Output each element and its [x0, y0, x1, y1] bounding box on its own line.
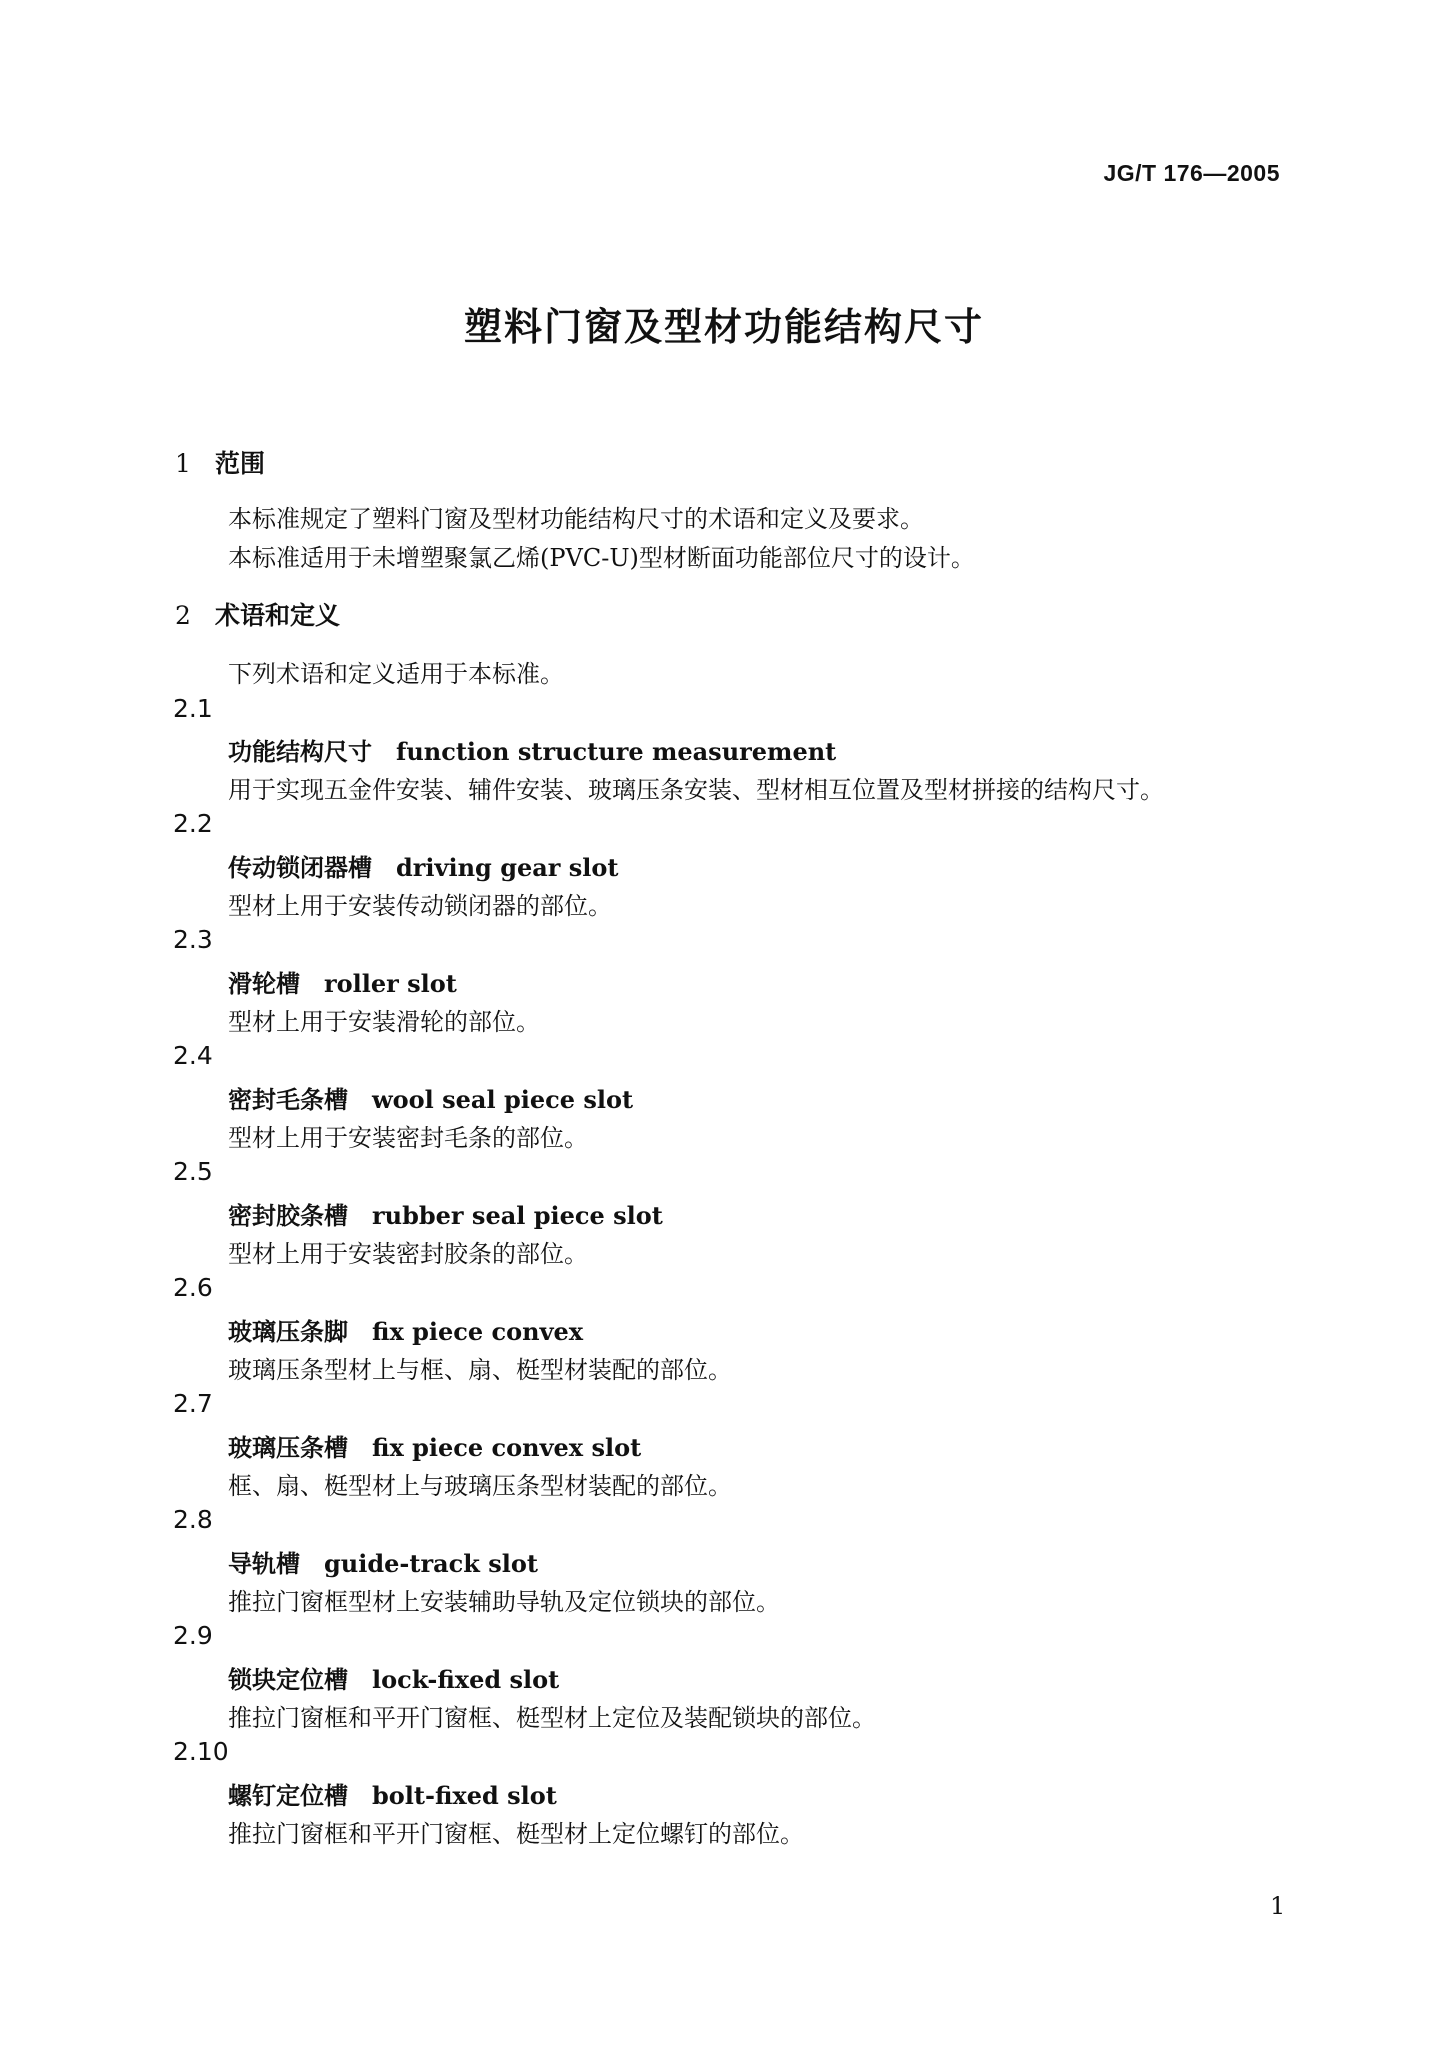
term-chinese: 玻璃压条槽	[228, 1434, 348, 1462]
term-definition: 推拉门窗框和平开门窗框、梃型材上定位螺钉的部位。	[228, 1820, 804, 1848]
clause-number: 2.10	[173, 1737, 229, 1766]
clause-number: 2.9	[173, 1621, 213, 1650]
section-title: 术语和定义	[215, 601, 341, 630]
term-english: guide-track slot	[324, 1549, 538, 1578]
term-title	[228, 1544, 538, 1579]
section-number: 1	[175, 449, 191, 478]
term-definition: 推拉门窗框型材上安装辅助导轨及定位锁块的部位。	[228, 1588, 780, 1616]
term-definition: 用于实现五金件安装、辅件安装、玻璃压条安装、型材相互位置及型材拼接的结构尺寸。	[228, 776, 1164, 804]
term-definition: 型材上用于安装传动锁闭器的部位。	[228, 892, 612, 920]
term-title	[228, 732, 836, 767]
term-chinese: 玻璃压条脚	[228, 1318, 348, 1346]
term-english: roller slot	[324, 969, 457, 998]
page-number: 1	[1270, 1892, 1286, 1920]
section-number: 2	[175, 601, 191, 630]
term-english: driving gear slot	[396, 853, 619, 882]
section-2-heading	[175, 596, 340, 632]
term-english: rubber seal piece slot	[372, 1201, 663, 1230]
term-chinese: 密封毛条槽	[228, 1086, 348, 1114]
term-chinese: 螺钉定位槽	[228, 1782, 348, 1810]
term-title	[228, 1312, 583, 1347]
term-definition: 推拉门窗框和平开门窗框、梃型材上定位及装配锁块的部位。	[228, 1704, 876, 1732]
document-title: 塑料门窗及型材功能结构尺寸	[463, 305, 984, 349]
clause-number: 2.3	[173, 925, 213, 954]
term-english: lock-fixed slot	[372, 1665, 560, 1694]
term-english: bolt-fixed slot	[372, 1781, 557, 1810]
clause-number: 2.7	[173, 1389, 213, 1418]
section-title: 范围	[215, 449, 266, 478]
term-definition: 型材上用于安装滑轮的部位。	[228, 1008, 540, 1036]
clause-number: 2.1	[173, 694, 213, 723]
term-definition: 框、扇、梃型材上与玻璃压条型材装配的部位。	[228, 1472, 732, 1500]
clause-number: 2.6	[173, 1273, 213, 1302]
clause-number: 2.8	[173, 1505, 213, 1534]
term-english: fix piece convex slot	[372, 1433, 642, 1462]
clause-number: 2.4	[173, 1041, 213, 1070]
term-english: fix piece convex	[372, 1317, 584, 1346]
term-english: function structure measurement	[396, 737, 837, 766]
term-chinese: 密封胶条槽	[228, 1202, 348, 1230]
term-chinese: 功能结构尺寸	[228, 738, 372, 766]
term-definition: 型材上用于安装密封胶条的部位。	[228, 1240, 588, 1268]
term-title	[228, 1428, 641, 1463]
term-chinese: 滑轮槽	[228, 970, 300, 998]
term-title	[228, 964, 457, 999]
term-title	[228, 1080, 633, 1115]
term-title	[228, 848, 619, 883]
term-definition: 玻璃压条型材上与框、扇、梃型材装配的部位。	[228, 1356, 732, 1384]
clause-number: 2.2	[173, 809, 213, 838]
term-chinese: 传动锁闭器槽	[228, 854, 372, 882]
term-chinese: 锁块定位槽	[228, 1666, 348, 1694]
term-title	[228, 1196, 663, 1231]
term-definition: 型材上用于安装密封毛条的部位。	[228, 1124, 588, 1152]
term-chinese: 导轨槽	[228, 1550, 300, 1578]
term-title	[228, 1776, 557, 1811]
standard-code: JG/T 176—2005	[1103, 160, 1280, 186]
clause-number: 2.5	[173, 1157, 213, 1186]
section-1-heading	[175, 444, 265, 480]
paragraph: 本标准适用于未增塑聚氯乙烯(PVC-U)型材断面功能部位尺寸的设计。	[228, 544, 975, 572]
term-title	[228, 1660, 559, 1695]
term-english: wool seal piece slot	[372, 1085, 634, 1114]
paragraph: 本标准规定了塑料门窗及型材功能结构尺寸的术语和定义及要求。	[228, 505, 924, 533]
paragraph: 下列术语和定义适用于本标准。	[228, 660, 564, 688]
